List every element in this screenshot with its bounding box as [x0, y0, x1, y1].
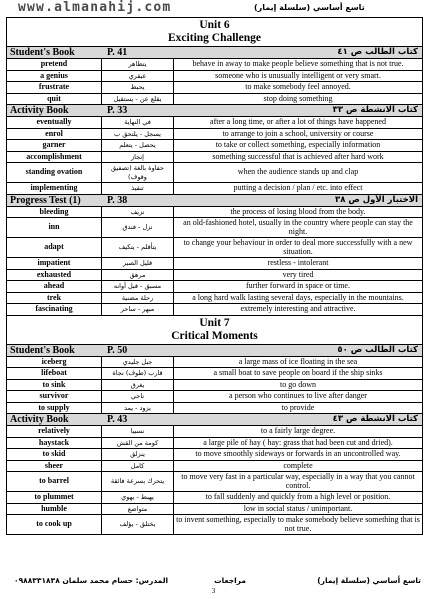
arabic-meaning: كامل: [102, 461, 174, 472]
english-definition: a large pile of hay ( hay: grass that had been cut and dried).: [203, 437, 393, 447]
section-header: [7, 414, 422, 426]
unit-subtitle: Exciting Challenge: [168, 32, 261, 44]
arabic-meaning: يهبط - يهوي: [102, 492, 174, 503]
arabic-meaning: يسجل - يلتحق ب: [102, 129, 174, 140]
table-row: [7, 281, 422, 293]
english-definition: after a long time, or after a lot of things have happened: [210, 117, 386, 126]
unit-title: Unit 6: [199, 19, 230, 31]
section-arabic-label: كتاب الانشطة ص ٤٣: [332, 414, 418, 424]
vocab-word: fascinating: [7, 304, 102, 315]
table-row: [7, 140, 422, 152]
table-row: [7, 117, 422, 129]
arabic-meaning: مسبق - قبل أوانه: [102, 281, 174, 292]
vocab-word: impatient: [7, 258, 102, 269]
vocab-word: accomplishment: [7, 152, 102, 163]
vocab-word: trek: [7, 293, 102, 304]
table-row: [7, 258, 422, 270]
table-row: [7, 472, 422, 492]
vocab-word: lifeboat: [7, 368, 102, 379]
table-row: [7, 293, 422, 305]
section-page: P. 41: [107, 47, 128, 58]
table-row: [7, 504, 422, 516]
table-row: [7, 403, 422, 415]
table-row: [7, 515, 422, 534]
arabic-meaning: كومة من القش: [102, 438, 174, 449]
footer-teacher: المدرس: حسام محمد سلمان ٠٩٨٨٣٣١٨٣٨: [14, 576, 169, 585]
section-label: Activity Book: [10, 105, 69, 116]
english-definition: very tired: [282, 269, 314, 279]
vocabulary-table: [6, 17, 423, 535]
arabic-meaning: رحلة مضنية: [102, 293, 174, 304]
english-definition: to make somebody feel annoyed.: [245, 82, 351, 91]
vocab-word: to plummet: [7, 492, 102, 503]
english-definition: behave in away to make people believe something that is not true.: [192, 59, 404, 68]
section-label: Student's Book: [10, 47, 75, 58]
vocab-word: exhausted: [7, 270, 102, 281]
english-definition: someone who is unusually intelligent or very smart.: [215, 70, 381, 80]
website-watermark: www.almanahij.com: [18, 0, 172, 15]
english-definition: the process of losing blood from the body.: [230, 206, 366, 216]
section-page: P. 43: [107, 414, 128, 425]
section-page: P. 33: [107, 105, 128, 116]
arabic-meaning: يزود - يمد: [102, 403, 174, 414]
vocab-word: bleeding: [7, 207, 102, 218]
table-row: [7, 218, 422, 238]
section-arabic-label: كتاب الطالب ص ٥٠: [337, 344, 418, 355]
arabic-meaning: يتظاهر: [102, 59, 174, 70]
vocab-word: adapt: [7, 238, 102, 257]
table-row: [7, 238, 422, 258]
vocab-word: standing ovation: [7, 163, 102, 182]
english-definition: complete: [283, 460, 313, 470]
unit-heading: [7, 18, 422, 47]
arabic-meaning: تنفيذ: [102, 183, 174, 194]
footer-revisions: مراجعات: [214, 576, 246, 585]
unit-heading: [7, 316, 422, 345]
arabic-meaning: مبهر - ساحر: [102, 304, 174, 315]
english-definition: a large mass of ice floating in the sea: [238, 356, 358, 366]
english-definition: to arrange to join a school, university or course: [222, 128, 374, 138]
table-row: [7, 368, 422, 380]
vocab-word: to cook up: [7, 515, 102, 534]
english-definition: a person who continues to live after danger: [229, 391, 367, 400]
section-header: [7, 195, 422, 207]
arabic-meaning: عبقري: [102, 71, 174, 82]
arabic-meaning: ينزلق: [102, 449, 174, 460]
vocab-word: to barrel: [7, 472, 102, 491]
footer-series-title: تاسع أساسي (سلسلة إيمار): [317, 576, 421, 585]
table-row: [7, 357, 422, 369]
english-definition: to take or collect something, especially information: [215, 140, 381, 149]
section-arabic-label: كتاب الانشطة ص ٣٣: [332, 105, 418, 115]
vocab-word: to skid: [7, 449, 102, 460]
english-definition: to move smoothly sideways or forwards in an uncontrolled way.: [195, 449, 401, 458]
document-page: [6, 0, 421, 599]
arabic-meaning: نسبيا: [102, 426, 174, 437]
series-title: تاسع أساسي (سلسلة إيمار): [254, 3, 365, 12]
english-definition: to move very fast in a particular way, especially in a way that you cannot control.: [181, 472, 415, 490]
section-arabic-label: كتاب الطالب ص ٤١: [337, 47, 418, 57]
vocab-word: ahead: [7, 281, 102, 292]
english-definition: further forward in space or time.: [246, 281, 350, 290]
arabic-meaning: متواضع: [102, 504, 174, 515]
arabic-meaning: يقلع عن - يستقيل: [102, 94, 174, 105]
section-header: [7, 105, 422, 117]
arabic-meaning: حفاوة بالغة (تصفيق وقوف): [102, 163, 174, 182]
arabic-meaning: يتحرك بسرعة فائقة: [102, 472, 174, 491]
table-row: [7, 426, 422, 438]
vocab-word: relatively: [7, 426, 102, 437]
english-definition: to provide: [281, 402, 315, 412]
arabic-meaning: مرهق: [102, 270, 174, 281]
table-row: [7, 304, 422, 316]
footer: [6, 576, 421, 586]
arabic-meaning: يحبط: [102, 82, 174, 93]
english-definition: to invent something, especially to make somebody believe something that is not true.: [176, 515, 420, 533]
arabic-meaning: نزيف: [102, 207, 174, 218]
english-definition: when the audience stands up and clap: [237, 167, 359, 177]
table-row: [7, 59, 422, 71]
unit-subtitle: Critical Moments: [171, 329, 258, 342]
english-definition: extremely interesting and attractive.: [240, 304, 356, 313]
vocab-word: humble: [7, 504, 102, 515]
english-definition: to change your behaviour in order to deal more successfully with a new situation.: [183, 238, 413, 256]
section-label: Progress Test (1): [10, 194, 81, 206]
english-definition: a long hard walk lasting several days, especially in the mountains.: [192, 292, 404, 302]
table-row: [7, 94, 422, 106]
vocab-word: enrol: [7, 129, 102, 140]
vocab-word: eventually: [7, 117, 102, 128]
table-row: [7, 380, 422, 392]
arabic-meaning: يتأقلم - يتكيف: [102, 238, 174, 257]
table-row: [7, 438, 422, 450]
top-header: [6, 2, 421, 16]
table-row: [7, 461, 422, 473]
vocab-word: implementing: [7, 183, 102, 194]
vocab-word: iceberg: [7, 357, 102, 368]
table-row: [7, 82, 422, 94]
english-definition: low in social status / unimportant.: [243, 503, 353, 513]
vocab-word: inn: [7, 218, 102, 237]
table-row: [7, 183, 422, 195]
vocab-word: sheer: [7, 461, 102, 472]
section-header: [7, 47, 422, 59]
table-row: [7, 207, 422, 219]
arabic-meaning: ناجي: [102, 391, 174, 402]
page-number: 3: [211, 587, 216, 595]
english-definition: restless - intolerant: [267, 258, 329, 267]
vocab-word: haystack: [7, 438, 102, 449]
table-row: [7, 71, 422, 83]
arabic-meaning: يغرق: [102, 380, 174, 391]
english-definition: something successful that is achieved after hard work: [212, 151, 384, 161]
english-definition: stop doing something: [263, 93, 333, 103]
vocab-word: quit: [7, 94, 102, 105]
unit-title: Unit 7: [199, 316, 230, 329]
section-header: [7, 345, 422, 357]
table-row: [7, 163, 422, 183]
arabic-meaning: يحصل - يتعلم: [102, 140, 174, 151]
table-row: [7, 270, 422, 282]
arabic-meaning: نزل - فندق: [102, 218, 174, 237]
arabic-meaning: يختلق - يؤلف: [102, 515, 174, 534]
vocab-word: pretend: [7, 59, 102, 70]
section-page: P. 50: [107, 344, 128, 356]
section-arabic-label: الاختبار الأول ص ٣٨: [335, 194, 418, 205]
section-label: Activity Book: [10, 414, 69, 425]
arabic-meaning: قارب (طوف) نجاة: [102, 368, 174, 379]
english-definition: an old-fashioned hotel, usually in the country where people can stay the night.: [183, 218, 413, 236]
section-page: P. 38: [107, 194, 128, 206]
table-row: [7, 129, 422, 141]
table-row: [7, 492, 422, 504]
vocab-word: to sink: [7, 380, 102, 391]
arabic-meaning: في النهاية: [102, 117, 174, 128]
vocab-word: to supply: [7, 403, 102, 414]
table-row: [7, 391, 422, 403]
arabic-meaning: قليل الصبر: [102, 258, 174, 269]
vocab-word: survivor: [7, 391, 102, 402]
english-definition: to go down: [280, 379, 316, 389]
vocab-word: frustrate: [7, 82, 102, 93]
english-definition: to a fairly large degree.: [260, 426, 336, 435]
table-row: [7, 449, 422, 461]
vocab-word: a genius: [7, 71, 102, 82]
arabic-meaning: إنجاز: [102, 152, 174, 163]
english-definition: a small boat to save people on board if the ship sinks: [213, 368, 383, 377]
english-definition: putting a decision / plan / etc. into effect: [233, 183, 363, 192]
section-label: Student's Book: [10, 344, 75, 356]
english-definition: to fall suddenly and quickly from a high level or position.: [205, 492, 391, 501]
vocab-word: garner: [7, 140, 102, 151]
arabic-meaning: جبل جليدي: [102, 357, 174, 368]
table-row: [7, 152, 422, 164]
